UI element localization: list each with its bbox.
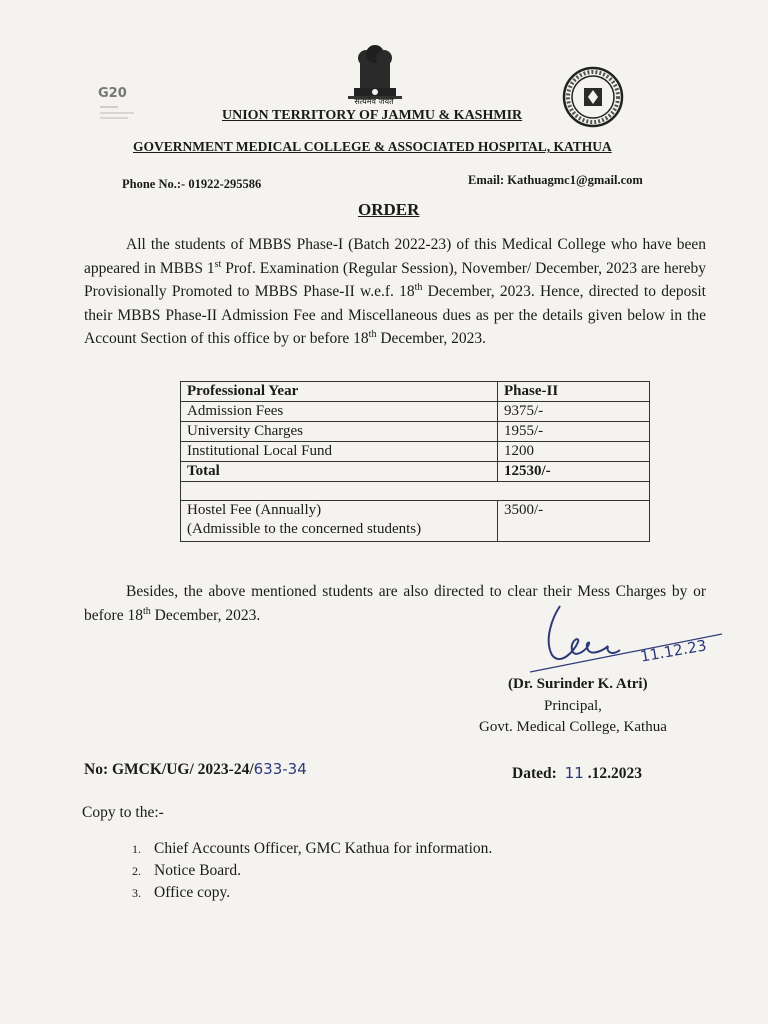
header-phase-ii: Phase-II xyxy=(498,382,650,402)
reference-number xyxy=(84,760,307,779)
row-value: 1200 xyxy=(498,442,650,462)
list-item xyxy=(132,838,492,860)
total-label: Total xyxy=(181,462,498,482)
territory-heading: UNION TERRITORY OF JAMMU & KASHMIR xyxy=(222,108,523,123)
hostel-label-line1: Hostel Fee (Annually) xyxy=(187,502,322,518)
para2-text-1: Besides, the above mentioned students are also directed to clear their Mess Charges by or before 18 xyxy=(84,583,706,624)
hostel-label-line2: (Admissible to the concerned students) xyxy=(187,521,422,537)
emblem-motto: सत्यमेव जयते xyxy=(354,97,394,106)
order-paragraph xyxy=(84,233,706,351)
fee-table-header xyxy=(181,382,650,402)
para2-sup: th xyxy=(142,605,151,617)
signature-date: 11.12.23 xyxy=(638,636,708,666)
list-item xyxy=(132,860,492,882)
hostel-label xyxy=(181,501,498,542)
g20-tagline-icon xyxy=(98,101,138,121)
para1-text-2: Prof. Examination (Regular Session), November/ December, 2023 are hereby Provisionally Promoted to MBBS Phase-II w.e.f. 18 xyxy=(84,259,706,300)
dated-day-handwritten: 11 xyxy=(564,764,584,782)
list-item-text: Chief Accounts Officer, GMC Kathua for information. xyxy=(154,840,493,857)
total-value: 12530/- xyxy=(498,462,650,482)
g20-logo-text: G20 xyxy=(98,86,127,101)
fee-table xyxy=(180,381,650,542)
g20-logo xyxy=(98,80,144,126)
para1-sup-1: st xyxy=(214,258,222,270)
list-item xyxy=(132,882,492,904)
college-seal-icon xyxy=(562,66,624,128)
phone-number: Phone No.:- 01922-295586 xyxy=(122,177,262,191)
header-professional-year: Professional Year xyxy=(181,382,498,402)
list-item-text: Office copy. xyxy=(154,884,231,901)
row-value: 1955/- xyxy=(498,422,650,442)
list-item-number: 3. xyxy=(132,886,141,900)
row-label: Institutional Local Fund xyxy=(181,442,498,462)
dated-label: Dated: xyxy=(512,765,557,782)
dated-rest: .12.2023 xyxy=(587,765,642,782)
para1-text-4: December, 2023. xyxy=(376,330,487,347)
reference-number-label: No: GMCK/UG/ 2023-24/ xyxy=(84,761,254,778)
para2-text-2: December, 2023. xyxy=(150,606,261,624)
copy-to-heading: Copy to the:- xyxy=(82,804,164,821)
dated xyxy=(512,764,642,783)
list-item-number: 1. xyxy=(132,842,141,856)
signer-name: (Dr. Surinder K. Atri) xyxy=(508,676,648,692)
hostel-value: 3500/- xyxy=(498,501,650,542)
signer-office: Govt. Medical College, Kathua xyxy=(479,719,667,735)
blank-row xyxy=(181,482,650,501)
institution-heading: GOVERNMENT MEDICAL COLLEGE & ASSOCIATED HOSPITAL, KATHUA xyxy=(133,139,612,154)
signature-block xyxy=(522,600,732,680)
hostel-row xyxy=(181,501,650,542)
list-item-number: 2. xyxy=(132,864,141,878)
table-row xyxy=(181,442,650,462)
email-address: Email: Kathuagmc1@gmail.com xyxy=(468,173,643,187)
table-row xyxy=(181,422,650,442)
para1-sup-2: th xyxy=(414,281,423,293)
row-label: University Charges xyxy=(181,422,498,442)
total-row xyxy=(181,462,650,482)
row-label: Admission Fees xyxy=(181,402,498,422)
signer-designation: Principal, xyxy=(544,698,602,714)
para1-text-1: All the students of MBBS Phase-I (Batch 2022-23) of this Medical College who have been appeared in MBBS 1 xyxy=(84,236,706,277)
list-item-text: Notice Board. xyxy=(154,862,241,879)
table-row xyxy=(181,402,650,422)
para1-sup-3: th xyxy=(368,328,377,340)
para1-text-3: December, 2023. Hence, directed to deposit their MBBS Phase-II Admission Fee and Miscellaneous dues as per the details given below in the Account Section of this office by or before 18 xyxy=(84,283,706,347)
copy-to-list xyxy=(132,838,492,904)
reference-number-handwritten: 633-34 xyxy=(253,760,307,778)
row-value: 9375/- xyxy=(498,402,650,422)
blank-cell xyxy=(181,482,650,501)
order-title: ORDER xyxy=(358,200,420,219)
